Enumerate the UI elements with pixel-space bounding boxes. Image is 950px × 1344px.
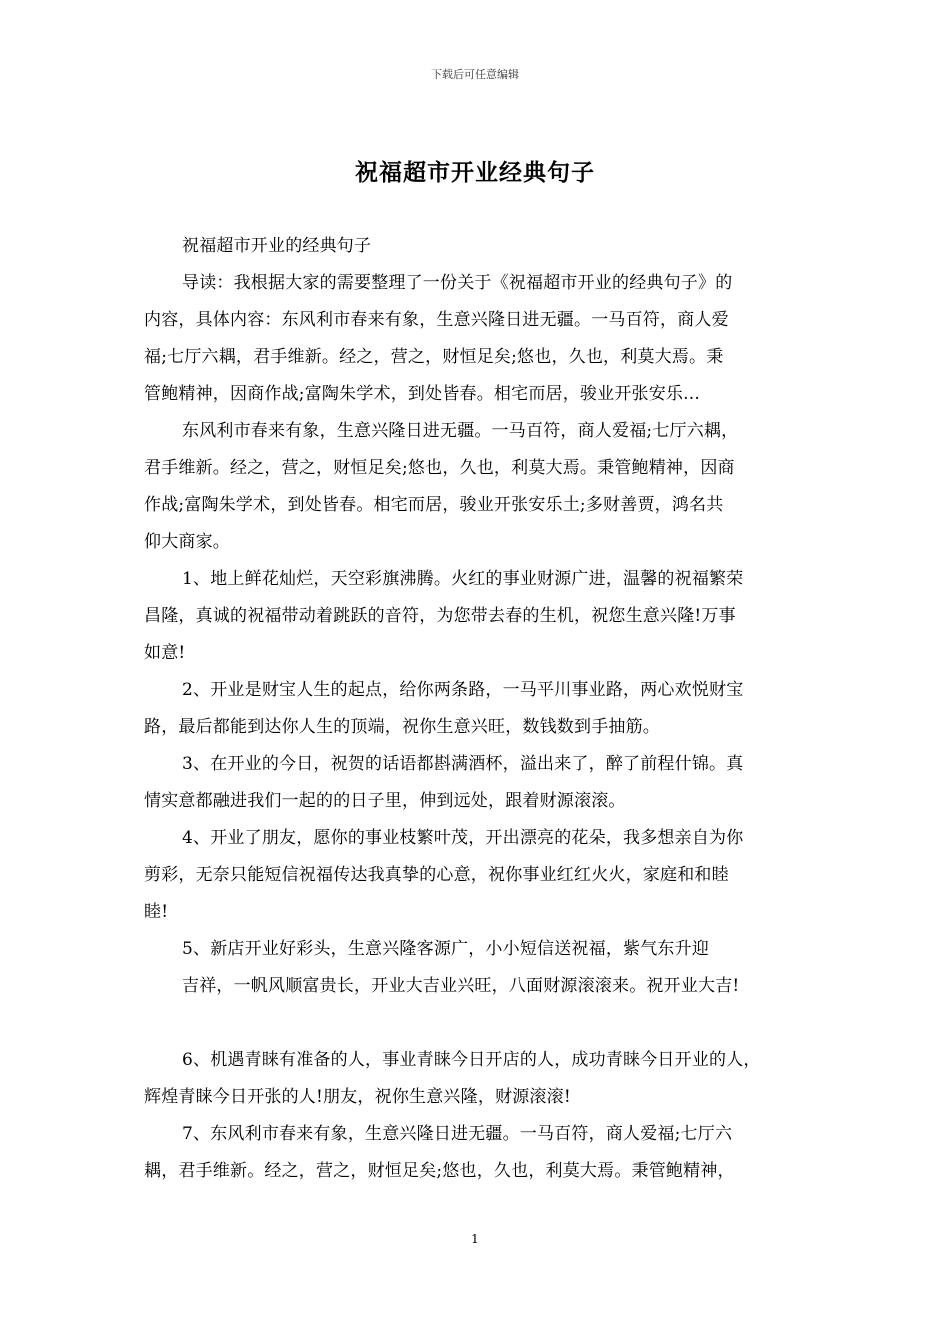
paragraph-line: 导读：我根据大家的需要整理了一份关于《祝福超市开业的经典句子》的 xyxy=(182,273,733,293)
paragraph-line: 1、地上鲜花灿烂，天空彩旗沸腾。火红的事业财源广进，温馨的祝福繁荣 xyxy=(182,569,744,589)
subtitle-line: 祝福超市开业的经典句子 xyxy=(182,236,372,256)
page-number: 1 xyxy=(471,1232,479,1246)
paragraph-line: 剪彩，无奈只能短信祝福传达我真挚的心意，祝你事业红红火火，家庭和和睦 xyxy=(144,865,729,885)
paragraph-line: 5、新店开业好彩头，生意兴隆客源广，小小短信送祝福，紫气东升迎 xyxy=(182,939,710,959)
paragraph-line: 耦，君手维新。经之，营之，财恒足矣;悠也，久也，利莫大焉。秉管鲍精神， xyxy=(144,1161,735,1181)
paragraph-line: 福;七厅六耦，君手维新。经之，营之，财恒足矣;悠也，久也，利莫大焉。秉 xyxy=(144,347,724,367)
paragraph-line: 管鲍精神，因商作战;富陶朱学术，到处皆春。相宅而居，骏业开张安乐... xyxy=(144,384,700,404)
paragraph-line: 情实意都融进我们一起的的日子里，伸到远处，跟着财源滚滚。 xyxy=(144,791,626,811)
paragraph-line: 东风利市春来有象，生意兴隆日进无疆。一马百符，商人爱福;七厅六耦， xyxy=(182,421,739,441)
paragraph-line: 路，最后都能到达你人生的顶端，祝你生意兴旺，数钱数到手抽筋。 xyxy=(144,717,660,737)
paragraph-line: 7、东风利市春来有象，生意兴隆日进无疆。一马百符，商人爱福;七厅六 xyxy=(182,1124,733,1144)
document-title: 祝福超市开业经典句子 xyxy=(355,159,595,186)
paragraph-line: 作战;富陶朱学术，到处皆春。相宅而居，骏业开张安乐土;多财善贾，鸿名共 xyxy=(144,495,724,515)
header-note: 下载后可任意编辑 xyxy=(431,68,519,81)
paragraph-line: 6、机遇青睐有准备的人，事业青睐今日开店的人，成功青睐今日开业的人， xyxy=(182,1050,761,1070)
paragraph-line: 睦! xyxy=(144,902,169,922)
paragraph-line: 仰大商家。 xyxy=(144,532,230,552)
paragraph-line: 君手维新。经之，营之，财恒足矣;悠也，久也，利莫大焉。秉管鲍精神，因商 xyxy=(144,458,735,478)
paragraph-line: 4、开业了朋友，愿你的事业枝繁叶茂，开出漂亮的花朵，我多想亲自为你 xyxy=(182,828,744,848)
paragraph-line: 昌隆，真诚的祝福带动着跳跃的音符，为您带去春的生机，祝您生意兴隆!万事 xyxy=(144,606,736,626)
paragraph-gap xyxy=(144,1005,809,1042)
paragraph-line: 3、在开业的今日，祝贺的话语都斟满酒杯，溢出来了，醉了前程什锦。真 xyxy=(182,754,744,774)
paragraph-line: 辉煌青睐今日开张的人!朋友，祝你生意兴隆，财源滚滚! xyxy=(144,1087,571,1107)
paragraph-line: 2、开业是财宝人生的起点，给你两条路，一马平川事业路，两心欢悦财宝 xyxy=(182,680,744,700)
paragraph-line: 如意! xyxy=(144,643,186,663)
document-body xyxy=(144,228,809,1190)
paragraph-line: 吉祥，一帆风顺富贵长，开业大吉业兴旺，八面财源滚滚来。祝开业大吉! xyxy=(182,976,740,996)
paragraph-line: 内容，具体内容：东风利市春来有象，生意兴隆日进无疆。一马百符，商人爱 xyxy=(144,310,729,330)
